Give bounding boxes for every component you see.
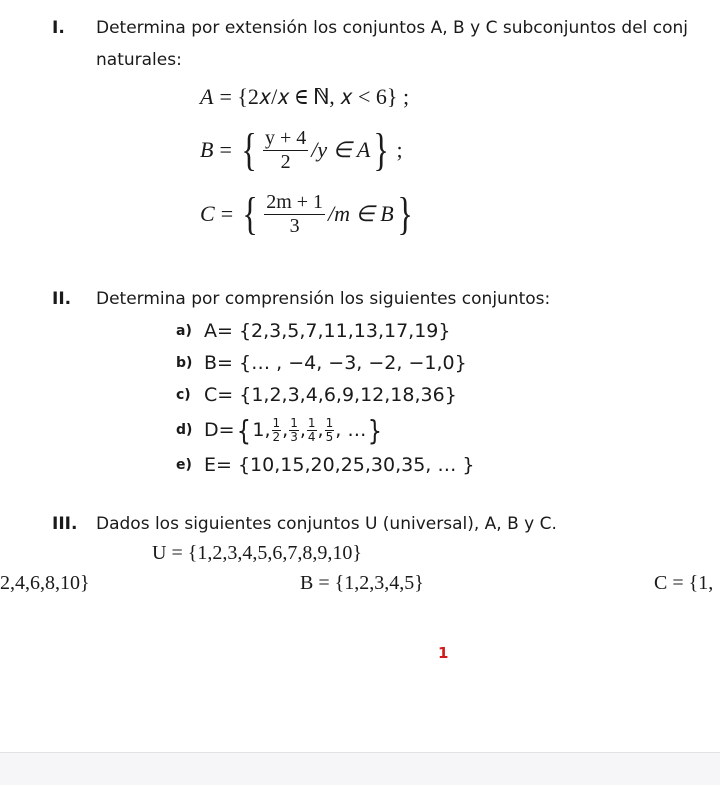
item-expression: B= {… , −4, −3, −2, −1,0}: [204, 352, 467, 374]
list-item: [176, 412, 384, 448]
set-a-content: = {2𝑥/𝑥 ∈ ℕ, 𝑥 < 6} ;: [219, 84, 410, 109]
set-b-definition: B = { $\frac{y + 4}{2}$ /y ∈ A } ;: [200, 124, 403, 175]
item-letter: e): [176, 457, 192, 473]
d-lhs: D=: [204, 419, 235, 441]
right-brace: }: [373, 124, 390, 175]
set-b-denominator: 2: [280, 150, 291, 173]
set-c-fraction: [264, 192, 325, 237]
set-c-numerator: 2m + 1: [266, 190, 324, 213]
set-a-partial: 2,4,6,8,10}: [0, 572, 90, 594]
right-brace: }: [368, 413, 383, 447]
set-c-definition: C = { $\frac{2m + 1}{3}$ /m ∈ B }: [200, 188, 413, 239]
left-brace: {: [242, 188, 258, 239]
item-expression: C= {1,2,3,4,6,9,12,18,36}: [204, 384, 457, 406]
item-expression: A= {2,3,5,7,11,13,17,19}: [204, 320, 451, 342]
set-u: U = {1,2,3,4,5,6,7,8,9,10}: [152, 542, 362, 564]
set-c-condition: /m ∈ B: [328, 201, 394, 226]
item-expression: E= {10,15,20,25,30,35, … }: [204, 454, 475, 476]
set-a-lhs: A: [200, 84, 214, 109]
left-brace: {: [236, 413, 251, 447]
d-first: 1,: [252, 419, 271, 441]
left-brace: {: [241, 124, 257, 175]
right-brace: }: [396, 188, 413, 239]
section1-heading-line1: Determina por extensión los conjuntos A, B y C subconjuntos del conj: [96, 18, 689, 38]
section2-heading: Determina por comprensión los siguientes conjuntos:: [96, 289, 551, 309]
set-b-lhs: B: [200, 137, 214, 162]
section2-numeral: II.: [52, 289, 72, 309]
set-c-partial: C = {1,: [654, 572, 714, 594]
set-b-end: ;: [396, 137, 403, 162]
d-fraction: $\frac{1}{5}$: [325, 416, 334, 444]
item-expression: D= { 1, $\frac{1}{2}$ , $\frac{1}{3}$ , $\frac{1}{4}$ , $\frac{1}{5}$ , … }: [204, 413, 383, 447]
d-fraction: $\frac{1}{3}$: [290, 416, 298, 444]
section3-heading: Dados los siguientes conjuntos U (universal), A, B y C.: [96, 514, 557, 534]
list-item: [176, 320, 450, 342]
d-fraction: $\frac{1}{4}$: [307, 416, 316, 444]
list-item: [176, 454, 475, 476]
set-b: B = {1,2,3,4,5}: [300, 572, 424, 594]
item-letter: c): [176, 387, 191, 403]
section1-heading-line2: naturales:: [96, 50, 182, 70]
section1-numeral: I.: [52, 18, 65, 38]
set-b-condition: /y ∈ A: [311, 137, 371, 162]
set-a-definition: [200, 84, 409, 110]
d-fraction: $\frac{1}{2}$: [272, 416, 281, 444]
set-c-lhs: C: [200, 201, 215, 226]
item-letter: b): [176, 355, 193, 371]
set-b-fraction: [263, 128, 308, 173]
set-b-numerator: y + 4: [264, 126, 307, 149]
item-letter: a): [176, 323, 192, 339]
list-item: [176, 384, 457, 406]
page-footer: [0, 752, 720, 785]
item-letter: d): [176, 422, 193, 438]
section3-numeral: III.: [52, 514, 78, 534]
list-item: [176, 352, 467, 374]
page-number: 1: [438, 644, 449, 662]
set-c-denominator: 3: [289, 214, 300, 237]
d-tail: , …: [335, 419, 367, 441]
